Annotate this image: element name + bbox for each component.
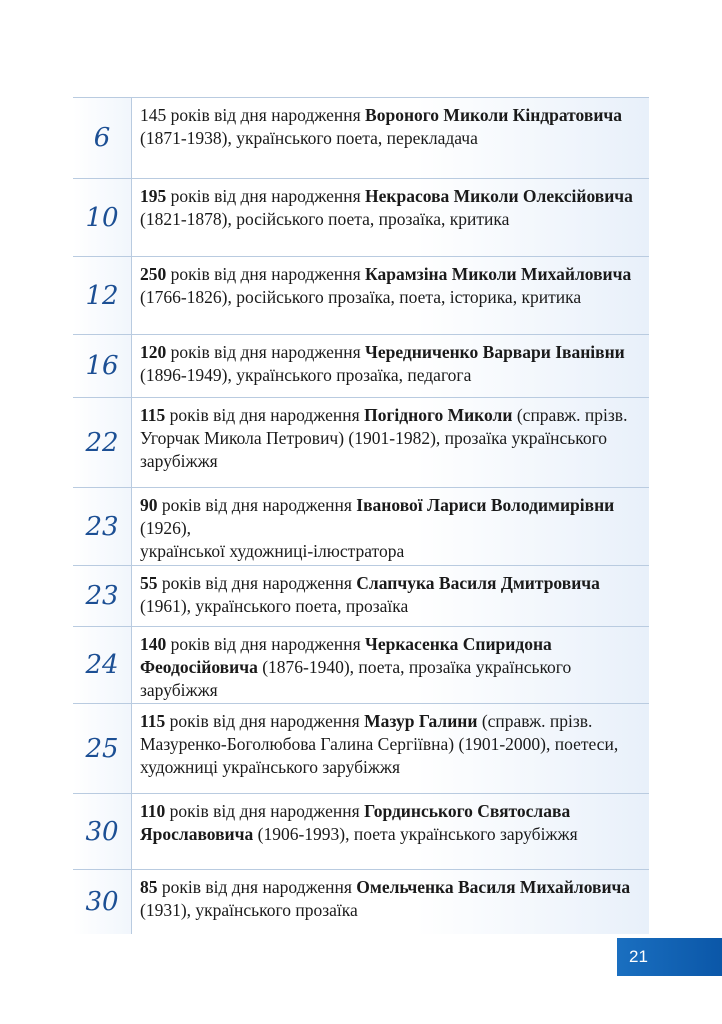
table-row bbox=[73, 257, 649, 335]
bold-text: Слапчука Василя Дмитровича bbox=[356, 573, 600, 593]
date-cell: 12 bbox=[73, 257, 132, 334]
date-cell: 10 bbox=[73, 179, 132, 256]
bold-text: Чередниченко Варвари Іванівни bbox=[365, 342, 625, 362]
bold-text: Вороного Миколи Кіндратовича bbox=[365, 105, 623, 125]
event-description bbox=[132, 257, 649, 334]
text-span: років від дня народження bbox=[166, 342, 366, 362]
date-cell: 16 bbox=[73, 335, 132, 397]
bold-text: Некрасова Миколи Олексійовича bbox=[365, 186, 633, 206]
text-span: років від дня народження bbox=[157, 573, 357, 593]
text-span: (1906-1993), поета українського зарубіжжя bbox=[253, 824, 578, 844]
date-cell: 23 bbox=[73, 566, 132, 626]
text-span: років від дня народження bbox=[165, 405, 365, 425]
text-span: років від дня народження bbox=[157, 877, 357, 897]
text-span: років від дня народження bbox=[165, 711, 365, 731]
event-description bbox=[132, 179, 649, 256]
event-description bbox=[132, 335, 649, 397]
bold-text: 140 bbox=[140, 634, 167, 654]
text-span: (справж. прізв. Мазуренко-Боголюбова Галина Сергіївна) (1901-2000), поетеси, художниці українського зарубіжжя bbox=[140, 711, 619, 777]
date-cell: 24 bbox=[73, 627, 132, 703]
text-span: (1871-1938), українського поета, перекладача bbox=[140, 128, 478, 148]
bold-text: 85 bbox=[140, 877, 158, 897]
table-row bbox=[73, 335, 649, 398]
bold-text: 55 bbox=[140, 573, 158, 593]
event-description bbox=[132, 870, 649, 934]
text-span: (1961), українського поета, прозаїка bbox=[140, 596, 409, 616]
text-span: (справж. прізв. Угорчак Микола Петрович) (1901-1982), прозаїка українського зарубіжжя bbox=[140, 405, 628, 471]
table-row bbox=[73, 179, 649, 257]
table-row bbox=[73, 566, 649, 627]
bold-text: Гординського Святослава Ярославовича bbox=[140, 801, 571, 844]
bold-text: 250 bbox=[140, 264, 167, 284]
table-row bbox=[73, 870, 649, 934]
table-row bbox=[73, 704, 649, 794]
event-description bbox=[132, 794, 649, 869]
text-span: 145 років від дня народження bbox=[140, 105, 366, 125]
text-span: років від дня народження bbox=[157, 495, 357, 515]
bold-text: 90 bbox=[140, 495, 158, 515]
text-span: (1896-1949), українського прозаїка, педагога bbox=[140, 365, 472, 385]
bold-text: 115 bbox=[140, 405, 166, 425]
bold-text: 110 bbox=[140, 801, 166, 821]
event-description bbox=[132, 98, 649, 178]
table-row bbox=[73, 398, 649, 488]
text-span: української художниці-ілюстратора bbox=[140, 541, 405, 561]
bold-text: 120 bbox=[140, 342, 167, 362]
table-row bbox=[73, 794, 649, 870]
bold-text: Черкасенка Спиридона Феодосійовича bbox=[140, 634, 552, 677]
text-span: (1821-1878), російського поета, прозаїка, критика bbox=[140, 209, 510, 229]
table-row bbox=[73, 627, 649, 704]
page-number: 21 bbox=[617, 938, 722, 976]
bold-text: 115 bbox=[140, 711, 166, 731]
date-cell: 30 bbox=[73, 794, 132, 869]
bold-text: Карамзіна Миколи Михайловича bbox=[365, 264, 632, 284]
text-span: років від дня народження bbox=[165, 801, 365, 821]
text-span: (1931), українського прозаїка bbox=[140, 900, 358, 920]
date-cell: 22 bbox=[73, 398, 132, 487]
date-cell: 25 bbox=[73, 704, 132, 793]
event-description bbox=[132, 398, 649, 487]
anniversary-table bbox=[73, 97, 649, 934]
text-span: років від дня народження bbox=[166, 186, 366, 206]
date-cell: 30 bbox=[73, 870, 132, 934]
text-span: (1766-1826), російського прозаїка, поета, історика, критика bbox=[140, 287, 582, 307]
table-row bbox=[73, 488, 649, 566]
bold-text: Омельченка Василя Михайловича bbox=[356, 877, 631, 897]
text-span: років від дня народження bbox=[166, 264, 366, 284]
event-description bbox=[132, 627, 649, 703]
event-description bbox=[132, 566, 649, 626]
text-span: (1926), bbox=[140, 518, 192, 538]
event-description bbox=[132, 704, 649, 793]
table-row bbox=[73, 97, 649, 179]
text-span: (1876-1940), поета, прозаїка українського зарубіжжя bbox=[140, 657, 572, 700]
bold-text: 195 bbox=[140, 186, 167, 206]
bold-text: Мазур Галини bbox=[364, 711, 478, 731]
bold-text: Погідного Миколи bbox=[364, 405, 513, 425]
event-description bbox=[132, 488, 649, 565]
text-span: років від дня народження bbox=[166, 634, 366, 654]
bold-text: Іванової Лариси Володимирівни bbox=[356, 495, 615, 515]
date-cell: 6 bbox=[73, 98, 132, 178]
date-cell: 23 bbox=[73, 488, 132, 565]
